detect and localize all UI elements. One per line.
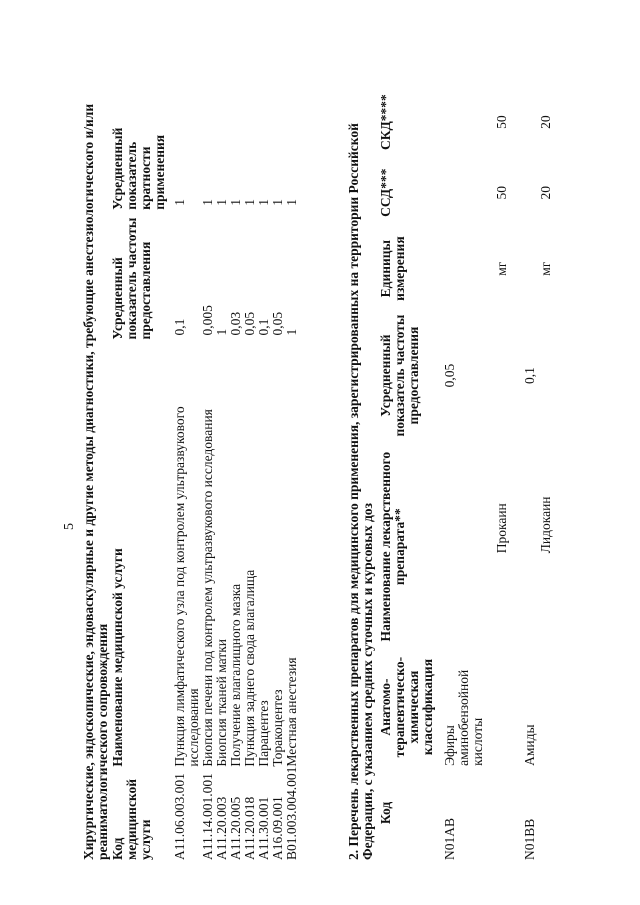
service-name: Пункция лимфатического узла под контролем ультразвукового исследования (172, 406, 201, 767)
header-drug-frequency: Усредненный показатель частоты предоставления (378, 314, 421, 437)
service-frequency: 0,1 (172, 318, 187, 336)
header-drug-name: Наименование лекарственного препарата** (378, 451, 407, 642)
drug-code (537, 766, 553, 860)
drug-name (443, 445, 485, 648)
table-row (173, 100, 201, 860)
section2-title: 2. Перечень лекарственных препаратов для медицинского применения, зарегистрированных на территории Российской Федерации, с указанием средних суточных и курсовых доз (346, 123, 375, 860)
header-unit: Единицы измерения (378, 236, 407, 301)
table-row (509, 90, 537, 860)
service-multiplicity: 1 (242, 199, 257, 206)
drug-unit (509, 231, 537, 306)
drug-skd (443, 90, 485, 154)
drug-frequency (485, 306, 509, 445)
table-row (537, 90, 553, 860)
header-multiplicity: Усредненный показатель кратности применения (110, 127, 167, 210)
drugs-header-row (379, 90, 443, 860)
table-row (201, 100, 215, 860)
service-name: Пункция заднего свода влагалища (242, 569, 257, 767)
drug-code (485, 766, 509, 860)
table-row (271, 100, 285, 860)
service-frequency: 0,005 (200, 305, 215, 336)
service-frequency: 1 (214, 328, 229, 336)
drug-skd: 20 (538, 115, 553, 129)
table-row (443, 90, 485, 860)
service-name: Торакоцентез (270, 689, 285, 767)
service-code: A11.30.001 (256, 796, 271, 860)
drug-name: Прокаин (494, 503, 509, 554)
table-row (285, 100, 299, 860)
service-multiplicity: 1 (172, 199, 187, 206)
drug-ssd (443, 154, 485, 231)
service-multiplicity: 1 (270, 199, 285, 206)
service-name: Парацентез (256, 700, 271, 767)
service-frequency: 0,03 (228, 311, 243, 336)
drugs-table (379, 90, 553, 860)
drug-skd: 50 (494, 115, 509, 129)
service-frequency: 1 (284, 328, 299, 336)
section1-title: Хирургические, эндоскопические, эндоваскулярные и другие методы диагностики, требующие анестезиологического и/или реаниматологического сопровождения (81, 103, 110, 860)
service-multiplicity: 1 (256, 199, 271, 206)
service-code: A11.14.001.001 (200, 773, 215, 860)
header-ssd: ССД*** (378, 168, 393, 217)
service-name: Получение влагалищного мазка (228, 583, 243, 767)
service-code: A11.20.003 (214, 796, 229, 860)
service-frequency: 0,05 (242, 311, 257, 336)
service-multiplicity: 1 (214, 199, 229, 206)
service-name: Биопсия печени под контролем ультразвукового исследования (200, 409, 215, 767)
drug-atc: Амиды (522, 724, 537, 766)
table-row (257, 100, 271, 860)
service-name: Биопсия тканей матки (214, 639, 229, 767)
drug-code: N01AB (442, 817, 457, 860)
table-row (485, 90, 509, 860)
header-code: Код медицинской услуги (110, 778, 153, 860)
table-row (243, 100, 257, 860)
service-multiplicity: 1 (228, 199, 243, 206)
drug-frequency: 0,05 (442, 363, 457, 388)
service-code: A11.20.018 (242, 796, 257, 860)
services-header-row (111, 100, 173, 860)
drug-atc: Эфиры аминобензойной кислоты (442, 669, 485, 766)
drug-code: N01BB (522, 818, 537, 860)
header-atc: Анатомо-терапевтическо-химическая классификация (378, 656, 435, 758)
drug-frequency: 0,1 (522, 367, 537, 385)
page-number: 5 (62, 523, 77, 530)
rotated-content (62, 80, 622, 860)
drug-name (509, 445, 537, 648)
service-code: B01.003.004.001 (284, 766, 299, 860)
service-code: A11.20.005 (228, 796, 243, 860)
drug-ssd: 50 (494, 185, 509, 200)
drug-unit: мг (494, 261, 509, 276)
service-multiplicity: 1 (284, 199, 299, 206)
table-row (215, 100, 229, 860)
table-row (229, 100, 243, 860)
header-skd: СКД**** (378, 94, 393, 151)
drug-atc (485, 648, 509, 766)
drug-frequency (537, 306, 553, 445)
service-name: Местная анестезия (284, 657, 299, 767)
header-drug-code: Код (378, 801, 393, 825)
drug-atc (537, 648, 553, 766)
header-service-name: Наименование медицинской услуги (110, 548, 125, 767)
drug-skd (509, 90, 537, 154)
service-code: A16.09.001 (270, 796, 285, 860)
service-frequency: 0,05 (270, 311, 285, 336)
drug-unit: мг (538, 261, 553, 276)
drug-ssd (509, 154, 537, 231)
service-code: A11.06.003.001 (172, 773, 187, 860)
header-frequency: Усредненный показатель частоты предоставления (110, 217, 153, 340)
service-frequency: 0,1 (256, 318, 271, 336)
services-table (111, 100, 299, 860)
drug-unit (443, 231, 485, 306)
service-multiplicity: 1 (200, 199, 215, 206)
drug-name: Лидокаин (538, 496, 553, 554)
drug-ssd: 20 (538, 185, 553, 200)
